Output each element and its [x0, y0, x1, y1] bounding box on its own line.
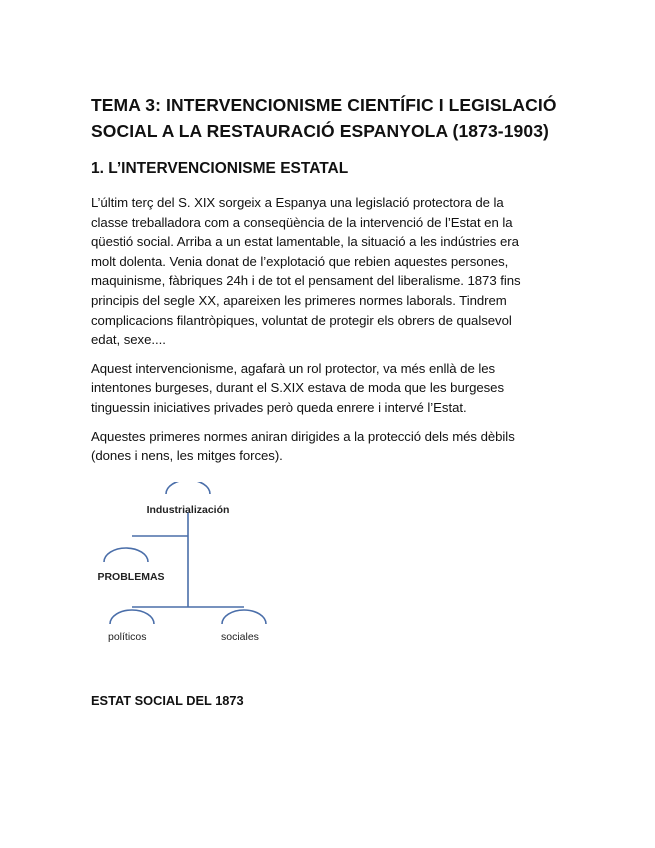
diagram-svg	[86, 482, 286, 632]
industrialization-diagram	[86, 482, 286, 632]
text-line: intentones burgeses, durant el S.XIX estava de moda que les burgeses	[91, 380, 505, 396]
text-line: tinguessin iniciatives privades però queda enrere i intervé l’Estat.	[91, 399, 467, 415]
root-node-arc	[166, 482, 210, 494]
text-line: molt dolenta. Venia donat de l’explotació que rebien aquestes persones,	[91, 253, 509, 269]
leaf-right-arc	[222, 610, 266, 624]
text-line: edat, sexe....	[91, 332, 166, 348]
title-line-1: TEMA 3: INTERVENCIONISME CIENTÍFIC I LEGISLACIÓ	[91, 95, 557, 115]
text-line: Aquest intervencionisme, agafarà un rol protector, va més enllà de les	[91, 360, 496, 376]
diagram-middle-label: PROBLEMAS	[97, 571, 165, 583]
text-line: classe treballadora com a conseqüència de la intervenció de l’Estat en la	[91, 214, 513, 230]
text-line: (dones i nens, les mitges forces).	[91, 448, 283, 464]
paragraph-2	[91, 359, 571, 418]
document-title	[91, 92, 571, 144]
subsection-heading: ESTAT SOCIAL DEL 1873	[91, 693, 244, 708]
document-page	[91, 92, 571, 475]
text-line: L’últim terç del S. XIX sorgeix a Espanya una legislació protectora de la	[91, 195, 504, 210]
text-line: maquinisme, fàbriques 24h i de tot el pensament del liberalisme. 1873 fins	[91, 273, 521, 289]
text-line: complicacions filantròpiques, voluntat de protegir els obrers de qualsevol	[91, 312, 512, 328]
text-line: principis del segle XX, apareixen les primeres normes laborals. Tindrem	[91, 292, 507, 308]
text-line: Aquestes primeres normes aniran dirigides a la protecció dels més dèbils	[91, 428, 515, 444]
section-heading: 1. L’INTERVENCIONISME ESTATAL	[91, 160, 349, 177]
diagram-root-label: Industrialización	[146, 504, 230, 516]
diagram-leaf-right-label: sociales	[221, 631, 259, 643]
paragraph-3	[91, 427, 571, 466]
title-line-2: SOCIAL A LA RESTAURACIÓ ESPANYOLA (1873-1903)	[91, 121, 549, 141]
diagram-leaf-labels	[100, 631, 280, 651]
middle-node-arc	[104, 548, 148, 562]
text-line: qüestió social. Arriba a un estat lamentable, la situació a les indústries era	[91, 234, 519, 250]
leaf-left-arc	[110, 610, 154, 624]
paragraph-1	[91, 193, 571, 350]
diagram-leaf-left-label: políticos	[108, 631, 147, 643]
